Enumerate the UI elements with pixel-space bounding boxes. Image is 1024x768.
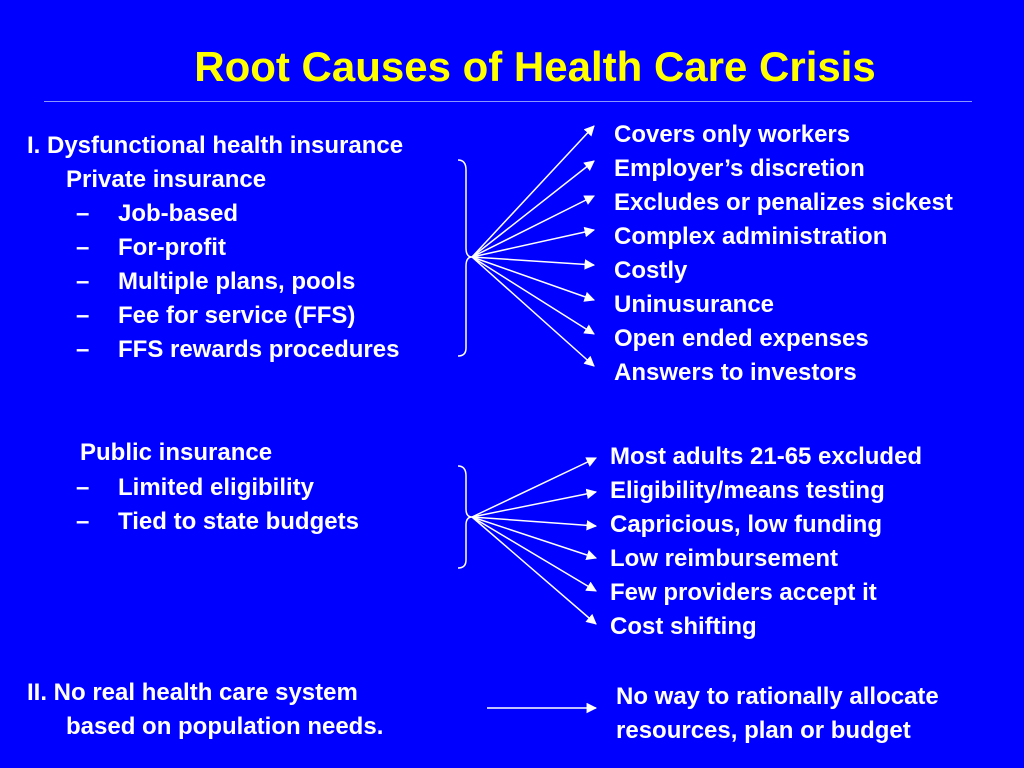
bullet-dash: – bbox=[76, 508, 90, 535]
item-text: For-profit bbox=[118, 234, 226, 261]
arrow bbox=[472, 257, 594, 334]
effect-item: Low reimbursement bbox=[610, 545, 839, 572]
effect-item: Employer’s discretion bbox=[614, 155, 865, 182]
item-text: Tied to state budgets bbox=[118, 508, 359, 535]
arrow bbox=[472, 517, 596, 591]
slide-title: Root Causes of Health Care Crisis bbox=[194, 43, 876, 90]
arrow bbox=[472, 196, 594, 257]
public-insurance-heading: Public insurance bbox=[80, 439, 273, 466]
arrow bbox=[472, 517, 596, 526]
effect-item: Costly bbox=[614, 257, 688, 284]
section-2-effect-line-2: resources, plan or budget bbox=[616, 717, 911, 744]
effect-item: Cost shifting bbox=[610, 613, 757, 640]
section-2-line-1: II. No real health care system bbox=[27, 679, 358, 706]
bullet-dash: – bbox=[76, 474, 90, 501]
bullet-dash: – bbox=[76, 268, 90, 295]
bullet-dash: – bbox=[76, 302, 90, 329]
effect-item: Eligibility/means testing bbox=[610, 477, 885, 504]
private-brace bbox=[458, 160, 472, 356]
item-text: Multiple plans, pools bbox=[118, 268, 356, 295]
effect-item: Uninusurance bbox=[614, 291, 775, 318]
effect-item: Few providers accept it bbox=[610, 579, 877, 606]
public-arrows bbox=[472, 458, 596, 624]
arrow bbox=[472, 492, 596, 517]
private-insurance-heading: Private insurance bbox=[66, 166, 267, 193]
effect-item: Capricious, low funding bbox=[610, 511, 882, 538]
effect-item: Most adults 21-65 excluded bbox=[610, 443, 923, 470]
section-1-heading: I. Dysfunctional health insurance bbox=[27, 132, 404, 159]
item-text: Job-based bbox=[118, 200, 239, 227]
item-text: Limited eligibility bbox=[118, 474, 315, 501]
bullet-dash: – bbox=[76, 200, 90, 227]
effect-item: Open ended expenses bbox=[614, 325, 869, 352]
bullet-dash: – bbox=[76, 234, 90, 261]
effect-item: Excludes or penalizes sickest bbox=[614, 189, 953, 216]
item-text: Fee for service (FFS) bbox=[118, 302, 356, 329]
arrow bbox=[472, 161, 594, 257]
arrow bbox=[472, 126, 594, 257]
arrow bbox=[472, 458, 596, 517]
public-brace bbox=[458, 466, 472, 568]
item-text: FFS rewards procedures bbox=[118, 336, 400, 363]
effect-item: Answers to investors bbox=[614, 359, 857, 386]
arrow bbox=[472, 517, 596, 558]
section-2-effect-line-1: No way to rationally allocate bbox=[616, 683, 939, 710]
section-2-line-2: based on population needs. bbox=[66, 713, 384, 740]
effect-item: Complex administration bbox=[614, 223, 888, 250]
bullet-dash: – bbox=[76, 336, 90, 363]
arrow bbox=[472, 517, 596, 624]
effect-item: Covers only workers bbox=[614, 121, 851, 148]
private-arrows bbox=[472, 126, 594, 366]
arrow bbox=[472, 257, 594, 366]
